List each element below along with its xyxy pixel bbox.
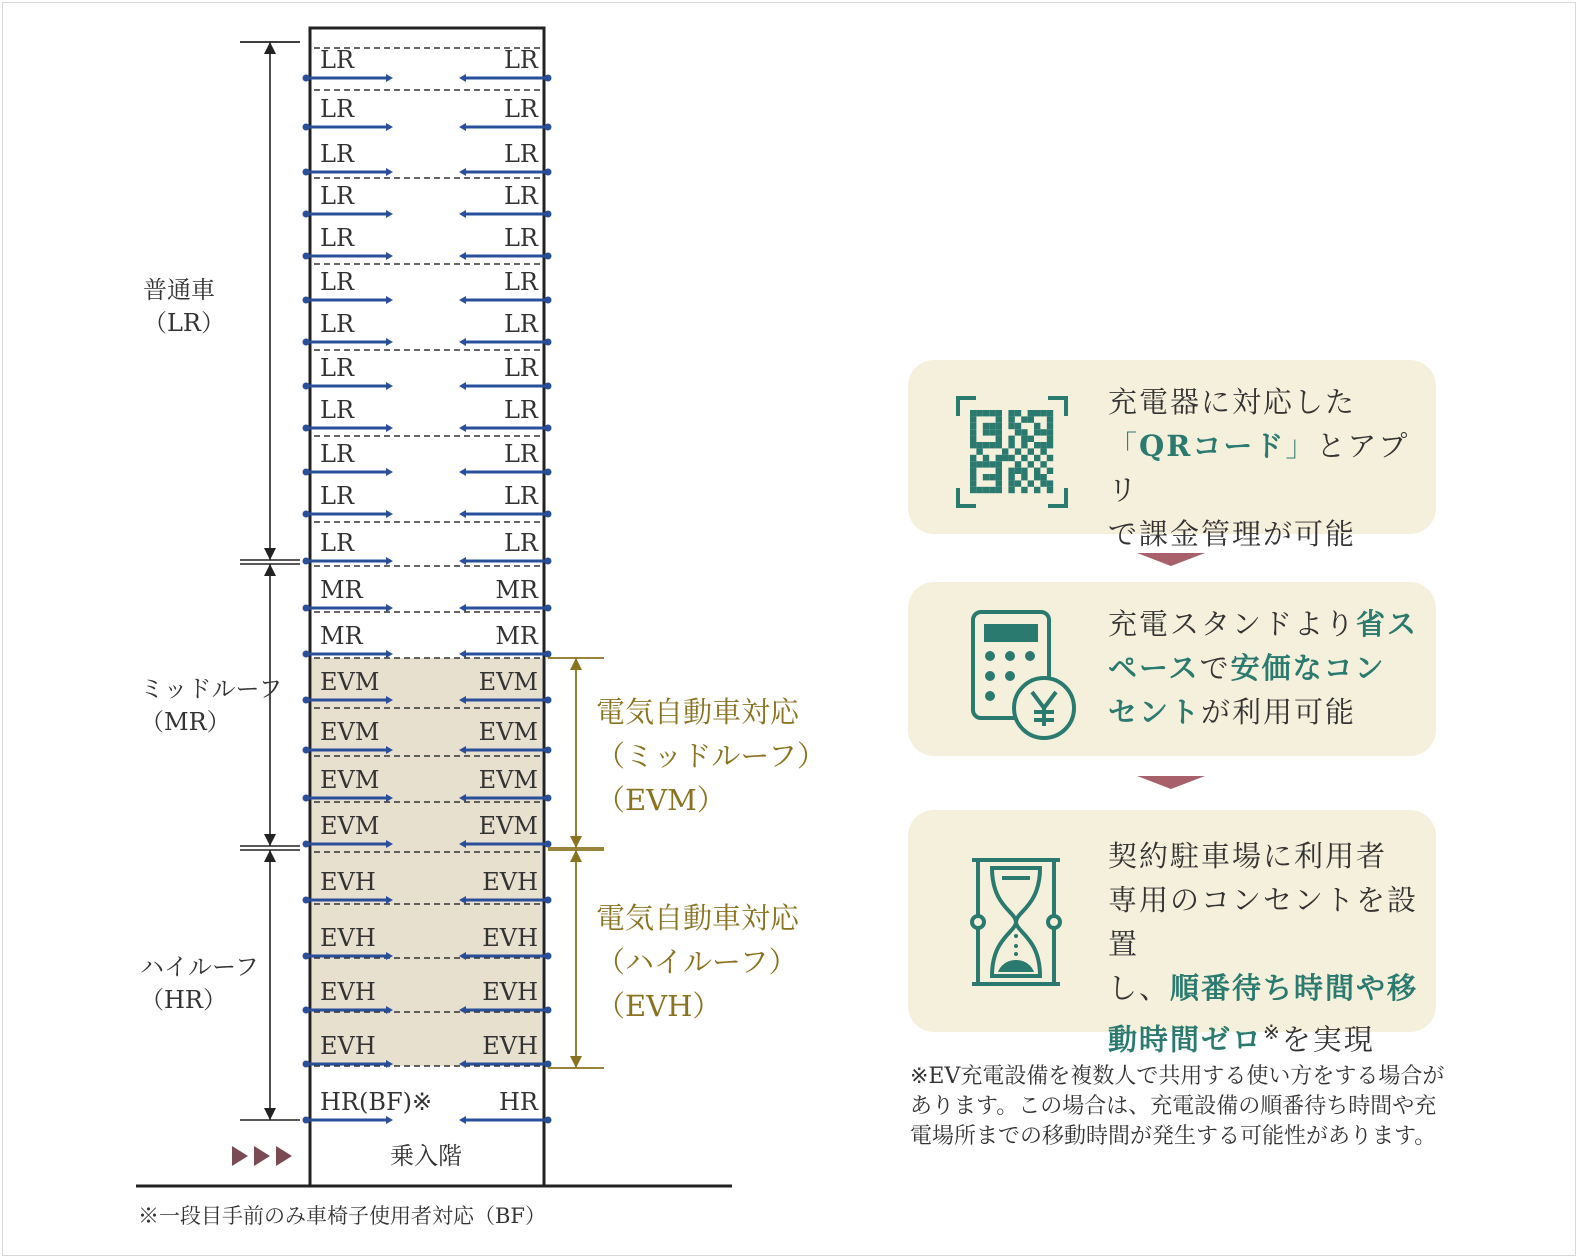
pallet-right-end xyxy=(545,795,552,802)
qr-module xyxy=(1047,455,1053,461)
pallet-left-end xyxy=(303,795,310,802)
qr-module xyxy=(1008,442,1014,448)
slot-label-left: LR xyxy=(320,396,355,424)
slot-label-left: LR xyxy=(320,354,355,382)
pallet-left-end xyxy=(303,747,310,754)
qr-module xyxy=(1028,416,1034,422)
qr-module xyxy=(1021,455,1027,461)
feature-outlet-line2-mid: で xyxy=(1199,651,1231,685)
qr-module xyxy=(989,474,995,480)
pallet-right-end xyxy=(545,605,552,612)
flow-arrow-1 xyxy=(1137,553,1205,566)
pallet-left-tip xyxy=(386,210,393,218)
qr-module xyxy=(1008,410,1014,416)
qr-module xyxy=(1008,474,1014,480)
feature-outlet-line1 xyxy=(1108,602,1418,646)
category-hr-name: ハイルーフ xyxy=(140,953,259,981)
category-hr xyxy=(140,951,259,1017)
slot-label-right: EVM xyxy=(478,718,538,746)
qr-module xyxy=(996,423,1002,429)
qr-module xyxy=(996,468,1002,474)
qr-module xyxy=(1034,455,1040,461)
slot-label-right: LR xyxy=(503,46,538,74)
qr-module xyxy=(983,455,989,461)
qr-module xyxy=(1015,468,1021,474)
qr-module xyxy=(1028,436,1034,442)
pallet-right-end xyxy=(545,1007,552,1014)
pallet-left-end xyxy=(303,1007,310,1014)
pallet-right-end xyxy=(545,1061,552,1068)
pallet-left-tip xyxy=(386,1116,393,1124)
qr-module xyxy=(1008,480,1014,486)
pallet-left-tip xyxy=(386,74,393,82)
feature-outlet-line3-hl: セント xyxy=(1108,695,1202,729)
pallet-left-end xyxy=(303,383,310,390)
pallet-right-end xyxy=(545,75,552,82)
feature-outlet-line2-hl1: ペース xyxy=(1108,651,1200,685)
feature-qr-text xyxy=(1108,380,1436,556)
ev-group-evh-line1: 電気自動車対応 xyxy=(596,901,800,935)
slot-label-right: HR xyxy=(499,1088,538,1116)
ev-sharing-note: ※EV充電設備を複数人で共用する使い方をする場合があります。この場合は、充電設備の順番待ち時間や充電場所までの移動時間が発生する可能性があります。 xyxy=(910,1064,1445,1149)
qr-module xyxy=(1028,461,1034,467)
qr-module xyxy=(1040,480,1046,486)
slot-label-right: MR xyxy=(495,622,538,650)
pallet-left-tip xyxy=(386,168,393,176)
slot-label-right: LR xyxy=(503,310,538,338)
flow-arrow-2 xyxy=(1137,776,1205,789)
slot-label-left: HR(BF)※ xyxy=(320,1088,433,1116)
pallet-right-end xyxy=(545,841,552,848)
qr-module xyxy=(1008,468,1014,474)
ev-group-evm-label xyxy=(596,690,826,822)
feature-qr-bracket-close: 」 xyxy=(1285,429,1317,463)
slot-label-left: LR xyxy=(320,529,355,557)
pallet-right-end xyxy=(545,297,552,304)
slot-label-left: EVM xyxy=(320,718,380,746)
pallet-left-tip xyxy=(386,424,393,432)
pallet-right-end xyxy=(545,211,552,218)
pallet-left-end xyxy=(303,651,310,658)
pallet-right-tip xyxy=(459,468,466,476)
qr-module xyxy=(1047,480,1053,486)
qr-module xyxy=(1028,448,1034,454)
feature-time-text xyxy=(1108,834,1436,1062)
pallet-right-end xyxy=(545,124,552,131)
pallet-right-tip xyxy=(459,74,466,82)
qr-module xyxy=(1021,416,1027,422)
pallet-right-end xyxy=(545,253,552,260)
slot-label-left: EVH xyxy=(320,924,376,952)
qr-module xyxy=(1002,448,1008,454)
qr-module xyxy=(1040,474,1046,480)
qr-module xyxy=(970,429,976,435)
feature-qr-line1: 充電器に対応した xyxy=(1108,385,1357,419)
slot-label-left: EVH xyxy=(320,1032,376,1060)
pallet-right-tip xyxy=(459,1116,466,1124)
qr-module xyxy=(996,474,1002,480)
pallet-left-end xyxy=(303,75,310,82)
qr-module xyxy=(1047,423,1053,429)
qr-module xyxy=(1008,416,1014,422)
pallet-right-tip xyxy=(459,382,466,390)
bracket-evh-top-arrow xyxy=(570,850,582,862)
slot-label-right: LR xyxy=(503,95,538,123)
slot-label-right: EVM xyxy=(478,668,538,696)
pallet-left-end xyxy=(303,841,310,848)
pallet-right-tip xyxy=(459,650,466,658)
qr-module xyxy=(970,455,976,461)
slot-label-right: LR xyxy=(503,482,538,510)
feature-qr-line2 xyxy=(1108,424,1436,512)
qr-module xyxy=(970,410,976,416)
qr-module xyxy=(1021,468,1027,474)
qr-module xyxy=(1021,442,1027,448)
feature-time-line3-pre: し、 xyxy=(1108,971,1171,1005)
dimension-hr-top-arrow xyxy=(264,850,276,862)
qr-module xyxy=(1047,429,1053,435)
qr-module xyxy=(996,487,1002,493)
pallet-left-end xyxy=(303,339,310,346)
feature-time-line4-rest: を実現 xyxy=(1281,1022,1375,1057)
qr-module xyxy=(1040,448,1046,454)
qr-module xyxy=(1034,474,1040,480)
feature-outlet-line2 xyxy=(1108,646,1418,690)
qr-module xyxy=(989,461,995,467)
bracket-evh-bottom-arrow xyxy=(570,1056,582,1068)
feature-qr-line3: で課金管理が可能 xyxy=(1108,517,1357,551)
qr-module xyxy=(1047,416,1053,422)
pallet-right-end xyxy=(545,1117,552,1124)
slot-label-left: EVH xyxy=(320,978,376,1006)
qr-module xyxy=(970,480,976,486)
entry-arrow-1 xyxy=(232,1146,248,1166)
slot-label-left: LR xyxy=(320,268,355,296)
qr-module xyxy=(976,487,982,493)
pallet-right-end xyxy=(545,169,552,176)
pallet-left-end xyxy=(303,897,310,904)
pallet-left-end xyxy=(303,558,310,565)
feature-outlet-line3-rest: が利用可能 xyxy=(1201,695,1357,729)
ev-group-evm-line1: 電気自動車対応 xyxy=(596,695,800,729)
qr-module xyxy=(970,423,976,429)
qr-module xyxy=(1008,423,1014,429)
qr-module xyxy=(1047,468,1053,474)
qr-module xyxy=(1008,455,1014,461)
slot-label-right: LR xyxy=(503,268,538,296)
qr-module xyxy=(983,442,989,448)
qr-module xyxy=(996,429,1002,435)
qr-module xyxy=(983,474,989,480)
pallet-right-tip xyxy=(459,168,466,176)
slot-label-right: MR xyxy=(495,576,538,604)
qr-module xyxy=(1002,455,1008,461)
qr-module xyxy=(989,487,995,493)
qr-module xyxy=(983,410,989,416)
qr-module xyxy=(1034,468,1040,474)
qr-module xyxy=(1034,442,1040,448)
pallet-right-tip xyxy=(459,424,466,432)
feature-time-line3-hl: 順番待ち時間や移 xyxy=(1170,971,1419,1005)
qr-module xyxy=(1021,474,1027,480)
ev-group-evh-line2: （ハイルーフ） xyxy=(596,945,798,979)
pallet-left-end xyxy=(303,511,310,518)
qr-module xyxy=(983,461,989,467)
slot-label-right: EVH xyxy=(482,978,538,1006)
qr-module xyxy=(1034,429,1040,435)
qr-module xyxy=(976,448,982,454)
pallet-right-tip xyxy=(459,210,466,218)
category-mr xyxy=(140,673,282,739)
qr-module xyxy=(1021,436,1027,442)
boarding-level-label: 乗入階 xyxy=(390,1142,462,1170)
pallet-left-tip xyxy=(386,510,393,518)
feature-outlet-line1-hl: 省ス xyxy=(1356,607,1419,641)
feature-time-line1: 契約駐車場に利用者 xyxy=(1108,839,1388,873)
qr-module xyxy=(1034,423,1040,429)
qr-module xyxy=(976,461,982,467)
qr-module xyxy=(1015,480,1021,486)
qr-module xyxy=(983,487,989,493)
pallet-left-tip xyxy=(386,468,393,476)
pallet-left-end xyxy=(303,1117,310,1124)
qr-module xyxy=(996,480,1002,486)
qr-module xyxy=(970,436,976,442)
slot-label-left: MR xyxy=(320,576,363,604)
pallet-right-tip xyxy=(459,557,466,565)
pallet-left-end xyxy=(303,953,310,960)
pallet-right-tip xyxy=(459,604,466,612)
pallet-left-end xyxy=(303,211,310,218)
slot-label-left: MR xyxy=(320,622,363,650)
entry-arrow-3 xyxy=(276,1146,292,1166)
dimension-mr-bottom-arrow xyxy=(264,834,276,846)
category-lr-name: 普通車 xyxy=(143,276,215,304)
qr-module xyxy=(1015,410,1021,416)
feature-qr-bracket-open: 「 xyxy=(1108,429,1140,463)
ev-group-evh-line3: （EVH） xyxy=(596,989,722,1023)
slot-label-left: LR xyxy=(320,440,355,468)
qr-module xyxy=(1047,410,1053,416)
qr-module xyxy=(1047,487,1053,493)
pallet-right-end xyxy=(545,651,552,658)
dimension-hr-bottom-arrow xyxy=(264,1108,276,1120)
qr-module xyxy=(996,442,1002,448)
qr-module xyxy=(970,468,976,474)
diagram-footnote: ※一段目手前のみ車椅子使用者対応（BF） xyxy=(138,1204,547,1228)
ev-group-evm-line3: （EVM） xyxy=(596,783,726,817)
calculator-yen-icon xyxy=(968,608,1084,744)
dimension-mr-top-arrow xyxy=(264,564,276,576)
pallet-left-end xyxy=(303,469,310,476)
entry-arrow-2 xyxy=(254,1146,270,1166)
qr-module xyxy=(1047,436,1053,442)
pallet-right-tip xyxy=(459,252,466,260)
feature-time-line3 xyxy=(1108,966,1436,1010)
feature-card-outlet xyxy=(908,582,1436,756)
qr-module xyxy=(1015,423,1021,429)
slot-label-right: LR xyxy=(503,354,538,382)
qr-module xyxy=(970,442,976,448)
qr-module xyxy=(1021,429,1027,435)
pallet-left-tip xyxy=(386,650,393,658)
category-mr-code: （MR） xyxy=(140,708,231,736)
qr-module xyxy=(1015,429,1021,435)
pallet-left-tip xyxy=(386,557,393,565)
pallet-right-end xyxy=(545,747,552,754)
pallet-left-end xyxy=(303,605,310,612)
qr-module xyxy=(1015,461,1021,467)
slot-label-left: LR xyxy=(320,310,355,338)
pallet-right-tip xyxy=(459,296,466,304)
qr-module xyxy=(970,416,976,422)
qr-module xyxy=(970,474,976,480)
qr-module xyxy=(1040,461,1046,467)
pallet-left-end xyxy=(303,169,310,176)
qr-code-icon xyxy=(956,396,1068,508)
qr-module xyxy=(989,423,995,429)
pallet-left-tip xyxy=(386,252,393,260)
pallet-left-end xyxy=(303,425,310,432)
slot-label-right: EVH xyxy=(482,1032,538,1060)
qr-module xyxy=(1015,448,1021,454)
slot-label-right: LR xyxy=(503,440,538,468)
qr-module xyxy=(1040,429,1046,435)
qr-module xyxy=(1040,410,1046,416)
bracket-evm-bottom-arrow xyxy=(570,836,582,848)
feature-qr-line2-rest: とアプリ xyxy=(1108,429,1410,507)
qr-module xyxy=(996,416,1002,422)
slot-label-right: LR xyxy=(503,140,538,168)
qr-module xyxy=(1008,436,1014,442)
pallet-left-tip xyxy=(386,296,393,304)
slot-label-right: LR xyxy=(503,224,538,252)
feature-time-line4 xyxy=(1108,1010,1436,1062)
slot-label-right: LR xyxy=(503,182,538,210)
slot-label-left: EVM xyxy=(320,812,380,840)
slot-label-right: EVM xyxy=(478,766,538,794)
qr-module xyxy=(983,429,989,435)
bracket-evm-top-arrow xyxy=(570,658,582,670)
pallet-right-end xyxy=(545,697,552,704)
feature-time-line4-hl: 動時間ゼロ xyxy=(1108,1022,1264,1057)
category-lr xyxy=(143,274,225,340)
slot-label-left: LR xyxy=(320,224,355,252)
feature-outlet-line2-hl2: 安価なコン xyxy=(1230,651,1386,685)
pallet-right-end xyxy=(545,558,552,565)
pallet-right-tip xyxy=(459,123,466,131)
qr-module xyxy=(1008,487,1014,493)
pallet-left-end xyxy=(303,124,310,131)
feature-time-line2: 専用のコンセントを設置 xyxy=(1108,883,1419,961)
qr-module xyxy=(1040,442,1046,448)
pallet-right-tip xyxy=(459,510,466,518)
pallet-left-end xyxy=(303,297,310,304)
pallet-right-end xyxy=(545,953,552,960)
pallet-left-tip xyxy=(386,382,393,390)
pallet-left-tip xyxy=(386,123,393,131)
pallet-right-tip xyxy=(459,338,466,346)
feature-card-qr xyxy=(908,360,1436,551)
slot-label-right: EVM xyxy=(478,812,538,840)
qr-module xyxy=(996,455,1002,461)
qr-module xyxy=(1034,410,1040,416)
ev-group-evm-line2: （ミッドルーフ） xyxy=(596,739,826,773)
slot-label-left: LR xyxy=(320,182,355,210)
feature-outlet-text xyxy=(1108,602,1418,734)
qr-module xyxy=(970,461,976,467)
feature-card-time xyxy=(908,810,1436,1057)
qr-module xyxy=(1028,480,1034,486)
slot-label-left: EVM xyxy=(320,668,380,696)
qr-module xyxy=(983,423,989,429)
category-mr-name: ミッドルーフ xyxy=(140,675,283,703)
slot-label-right: EVH xyxy=(482,868,538,896)
qr-module xyxy=(1047,442,1053,448)
pallet-left-end xyxy=(303,1061,310,1068)
slot-label-left: EVH xyxy=(320,868,376,896)
category-hr-code: （HR） xyxy=(140,986,227,1014)
qr-module xyxy=(1034,487,1040,493)
feature-outlet-line1-plain: 充電スタンドより xyxy=(1108,607,1357,641)
qr-module xyxy=(996,410,1002,416)
qr-module xyxy=(996,436,1002,442)
feature-outlet-line3 xyxy=(1108,690,1418,734)
qr-module xyxy=(996,461,1002,467)
slot-label-right: EVH xyxy=(482,924,538,952)
pallet-left-end xyxy=(303,697,310,704)
qr-module xyxy=(976,442,982,448)
category-lr-code: （LR） xyxy=(143,309,226,337)
qr-module xyxy=(989,429,995,435)
pallet-left-tip xyxy=(386,338,393,346)
slot-label-right: LR xyxy=(503,529,538,557)
dimension-lr-top-arrow xyxy=(264,42,276,54)
pallet-right-end xyxy=(545,383,552,390)
pallet-right-end xyxy=(545,897,552,904)
slot-label-left: EVM xyxy=(320,766,380,794)
slot-label-right: LR xyxy=(503,396,538,424)
qr-module xyxy=(976,410,982,416)
pallet-left-end xyxy=(303,253,310,260)
qr-module xyxy=(970,487,976,493)
ev-group-evh-label xyxy=(596,896,799,1028)
pallet-right-end xyxy=(545,425,552,432)
pallet-right-end xyxy=(545,339,552,346)
qr-module xyxy=(1028,410,1034,416)
pallet-left-tip xyxy=(386,604,393,612)
hourglass-icon xyxy=(970,856,1062,988)
qr-module xyxy=(1021,487,1027,493)
feature-time-line4-sup: ※ xyxy=(1263,1020,1282,1044)
qr-module xyxy=(989,442,995,448)
qr-module xyxy=(989,410,995,416)
pallet-right-end xyxy=(545,469,552,476)
slot-label-left: LR xyxy=(320,46,355,74)
slot-label-left: LR xyxy=(320,95,355,123)
pallet-right-end xyxy=(545,511,552,518)
dimension-lr-bottom-arrow xyxy=(264,548,276,560)
feature-qr-highlight: QRコード xyxy=(1139,429,1286,463)
slot-label-left: LR xyxy=(320,482,355,510)
slot-label-left: LR xyxy=(320,140,355,168)
